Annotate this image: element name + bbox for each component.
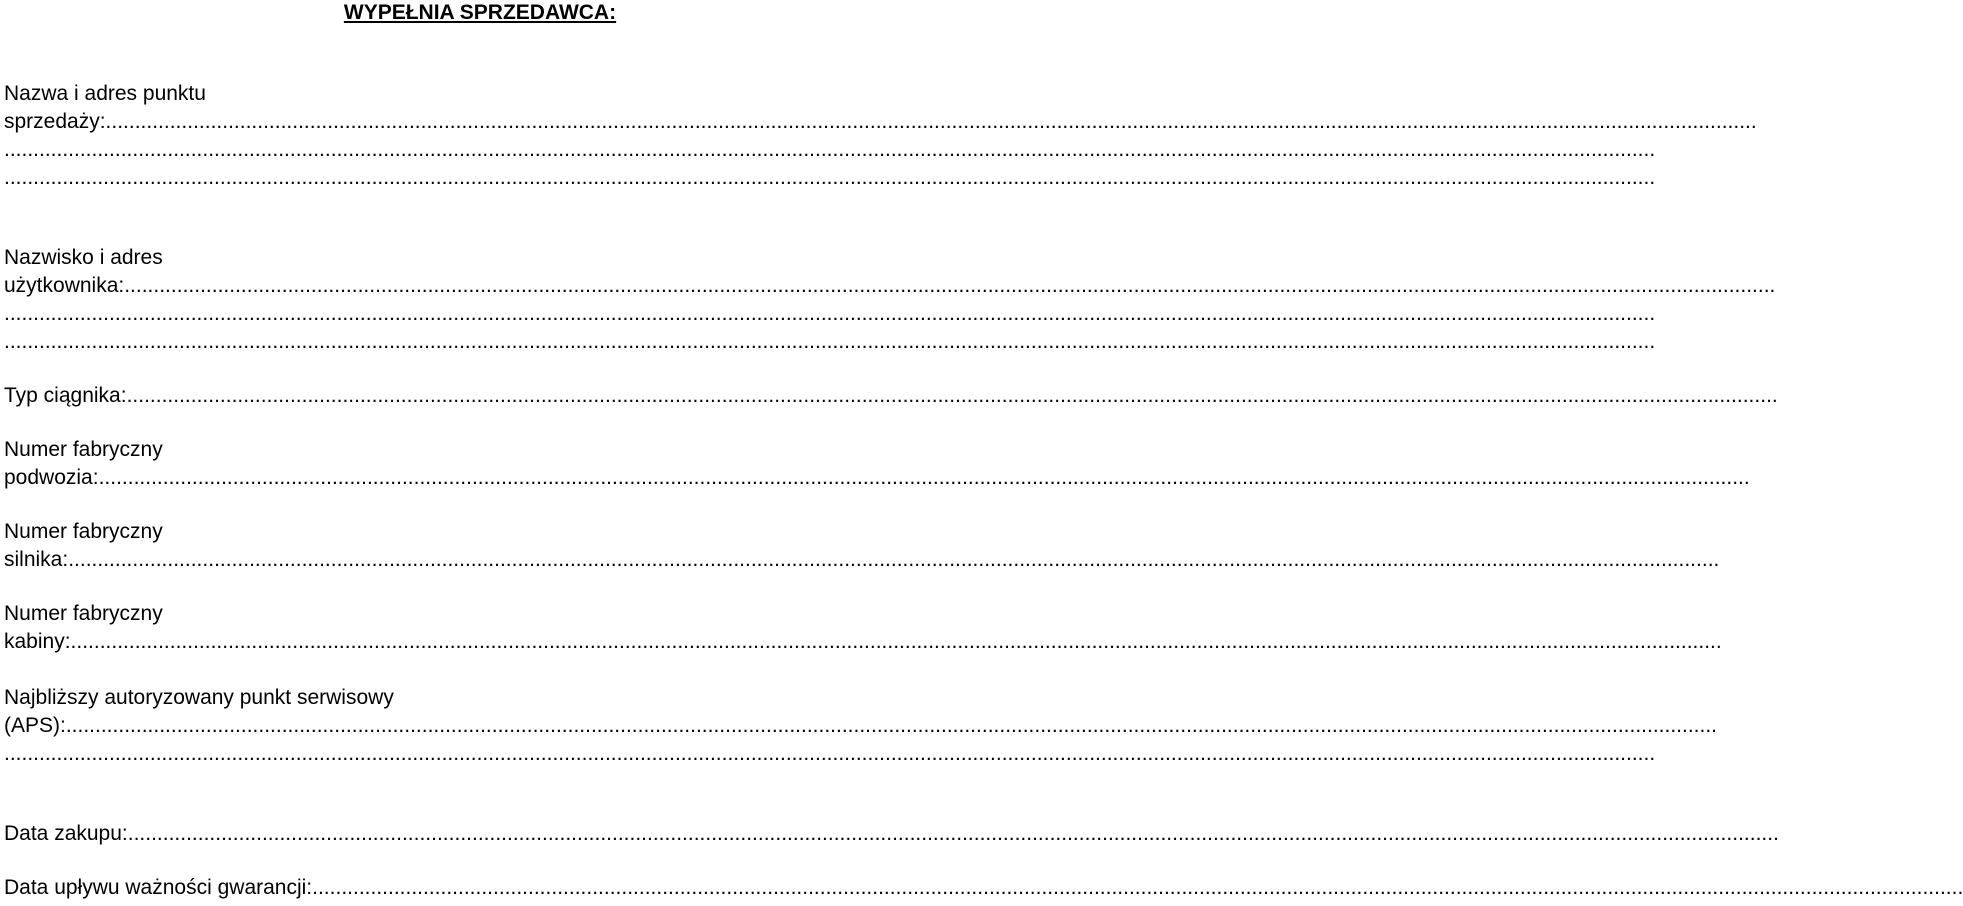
tractor-type-label: Typ ciągnika: — [4, 384, 127, 407]
cabin-number-field[interactable] — [4, 628, 1722, 656]
dotted-line: ........................................................................................................................................................................................................................................................................................... — [68, 548, 1720, 571]
cabin-number-label: kabiny: — [4, 630, 71, 653]
chassis-number-label: podwozia: — [4, 466, 99, 489]
sales-point-label-line1: Nazwa i adres punktu — [4, 82, 206, 105]
dotted-line: ........................................................................................................................................................................................................................................................................................... — [124, 274, 1776, 297]
dotted-line: ........................................................................................................................................................................................................................................................................................... — [4, 302, 1656, 325]
tractor-type-field[interactable] — [4, 382, 1778, 410]
dotted-line: ........................................................................................................................................................................................................................................................................................... — [98, 466, 1750, 489]
user-continuation-1[interactable] — [4, 300, 1656, 328]
purchase-date-field[interactable] — [4, 820, 1779, 848]
dotted-line: ........................................................................................................................................................................................................................................................................................... — [4, 742, 1656, 765]
dotted-line: ........................................................................................................................................................................................................................................................................................... — [312, 876, 1963, 899]
chassis-number-label-line1: Numer fabryczny — [4, 438, 163, 461]
sales-point-label: sprzedaży: — [4, 110, 106, 133]
aps-label-line1: Najbliższy autoryzowany punkt serwisowy — [4, 686, 394, 709]
sales-point-field[interactable] — [4, 108, 1757, 136]
user-label: użytkownika: — [4, 274, 125, 297]
engine-number-label-line1: Numer fabryczny — [4, 520, 163, 543]
dotted-line: ........................................................................................................................................................................................................................................................................................... — [4, 330, 1656, 353]
chassis-number-field[interactable] — [4, 464, 1750, 492]
aps-continuation-1[interactable] — [4, 740, 1656, 768]
warranty-expiry-field[interactable] — [4, 874, 1963, 902]
engine-number-label: silnika: — [4, 548, 69, 571]
sales-point-continuation-1[interactable] — [4, 136, 1656, 164]
aps-label: (APS): — [4, 714, 66, 737]
purchase-date-label: Data zakupu: — [4, 822, 128, 845]
dotted-line: ........................................................................................................................................................................................................................................................................................... — [70, 630, 1722, 653]
warranty-expiry-label: Data upływu ważności gwarancji: — [4, 876, 313, 899]
dotted-line: ........................................................................................................................................................................................................................................................................................... — [126, 384, 1778, 407]
aps-field[interactable] — [4, 712, 1717, 740]
dotted-line: ........................................................................................................................................................................................................................................................................................... — [4, 138, 1656, 161]
dotted-line: ........................................................................................................................................................................................................................................................................................... — [127, 822, 1779, 845]
user-continuation-2[interactable] — [4, 328, 1656, 356]
user-label-line1: Nazwisko i adres — [4, 246, 163, 269]
dotted-line: ........................................................................................................................................................................................................................................................................................... — [4, 166, 1656, 189]
sales-point-continuation-2[interactable] — [4, 164, 1656, 192]
dotted-line: ........................................................................................................................................................................................................................................................................................... — [65, 714, 1717, 737]
user-field[interactable] — [4, 272, 1776, 300]
dotted-line: ........................................................................................................................................................................................................................................................................................... — [105, 110, 1757, 133]
cabin-number-label-line1: Numer fabryczny — [4, 602, 163, 625]
engine-number-field[interactable] — [4, 546, 1720, 574]
form-heading: WYPEŁNIA SPRZEDAWCA: — [343, 1, 617, 24]
